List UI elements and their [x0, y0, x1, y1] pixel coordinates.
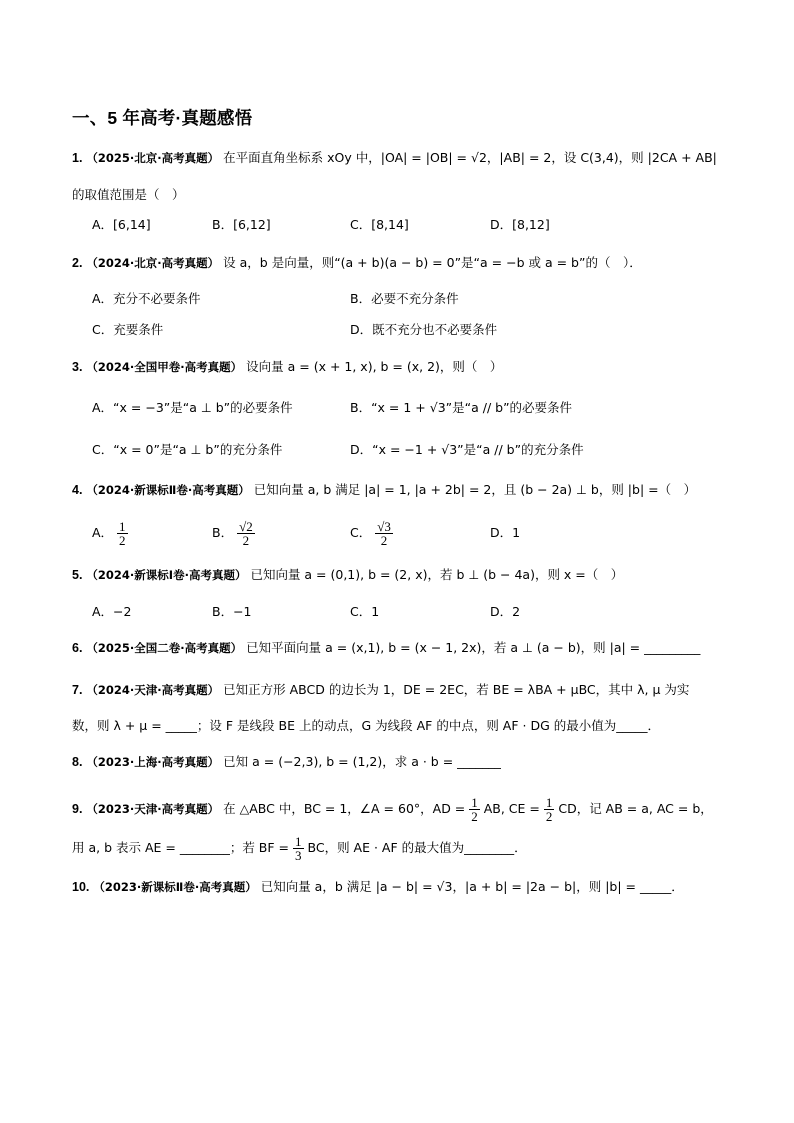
option-a: A．−2 — [92, 604, 132, 619]
question-number: 6. — [72, 641, 83, 655]
question-source: （2025·北京·高考真题） — [86, 151, 220, 165]
question-source: （2023·新课标Ⅱ卷·高考真题） — [93, 880, 257, 894]
option-b: B． $\frac{√2}{2}$ — [212, 519, 253, 548]
question-4 — [72, 480, 696, 500]
question-number: 8. — [72, 755, 83, 769]
question-source: （2025·全国二卷·高考真题） — [86, 641, 243, 655]
question-number: 2. — [72, 256, 83, 270]
fraction: $\frac{1}{2}$ — [471, 795, 478, 824]
question-8 — [72, 752, 501, 772]
section-title: 一、5 年高考·真题感悟 — [72, 108, 253, 128]
question-text: 已知正方形 ABCD 的边长为 1，DE = 2EC，若 BE = λBA + μBC，其中 λ, μ 为实 — [223, 682, 690, 697]
question-text: 已知平面向量 a = (x,1), b = (x − 1, 2x)，若 a ⊥ (a − b)，则 |a| = _________ — [246, 640, 701, 655]
option-c: C．[8,14] — [350, 217, 409, 232]
question-number: 7. — [72, 683, 83, 697]
question-source: （2024·新课标Ⅰ卷·高考真题） — [86, 568, 247, 582]
option-c: C． $\frac{√3}{2}$ — [350, 519, 391, 548]
question-9-line-2: 用 a, b 表示 AE = ________；若 BF = $\frac{1}{3}$ BC，则 AE · AF 的最大值为________． — [72, 834, 527, 863]
option-b: B．[6,12] — [212, 217, 271, 232]
option-d: D．1 — [490, 525, 521, 540]
option-a: A．“x = −3”是“a ⊥ b”的必要条件 — [92, 400, 293, 415]
question-3 — [72, 357, 502, 377]
question-number: 4. — [72, 483, 83, 497]
question-text: 已知向量 a，b 满足 |a − b| = √3，|a + b| = |2a − b|，则 |b| = _____． — [260, 879, 684, 894]
question-10 — [72, 877, 684, 897]
question-text: 设 a，b 是向量，则“(a + b)(a − b) = 0”是“a = −b 或 a = b”的（ ）． — [223, 255, 642, 270]
fraction: $\frac{1}{2}$ — [545, 795, 553, 824]
option-a: A．[6,14] — [92, 217, 151, 232]
option-a: A． $\frac{1}{2}$ — [92, 519, 126, 548]
fraction: $\frac{√2}{2}$ — [239, 519, 253, 548]
question-source: （2023·天津·高考真题） — [86, 802, 220, 816]
question-source: （2024·北京·高考真题） — [86, 256, 220, 270]
question-number: 9. — [72, 802, 83, 816]
question-number: 10. — [72, 880, 90, 894]
question-5 — [72, 565, 623, 585]
option-d: D．2 — [490, 604, 521, 619]
fraction: $\frac{√3}{2}$ — [377, 519, 391, 548]
question-number: 1. — [72, 151, 83, 165]
option-d: D．“x = −1 + √3”是“a // b”的充分条件 — [350, 442, 584, 457]
option-d: D．[8,12] — [490, 217, 550, 232]
fraction: $\frac{1}{2}$ — [119, 519, 126, 548]
question-6 — [72, 638, 700, 658]
option-c: C．1 — [350, 604, 380, 619]
option-d: D．既不充分也不必要条件 — [350, 322, 498, 337]
question-text: 已知 a = (−2,3), b = (1,2)，求 a · b = _______ — [223, 754, 501, 769]
question-source: （2023·上海·高考真题） — [86, 755, 220, 769]
option-b: B．−1 — [212, 604, 252, 619]
question-text: 已知向量 a = (0,1), b = (2, x)，若 b ⊥ (b − 4a)，则 x =（ ） — [250, 567, 624, 582]
question-7-line-2: 数，则 λ + μ = _____；设 F 是线段 BE 上的动点，G 为线段 AF 的中点，则 AF · DG 的最小值为_____． — [72, 718, 660, 733]
fraction: $\frac{1}{3}$ — [295, 834, 302, 863]
question-text: 在平面直角坐标系 xOy 中，|OA| = |OB| = √2，|AB| = 2，设 C(3,4)，则 |2CA + AB| — [223, 150, 717, 165]
option-b: B．必要不充分条件 — [350, 291, 459, 306]
question-text: 已知向量 a, b 满足 |a| = 1, |a + 2b| = 2，且 (b − 2a) ⊥ b，则 |b| =（ ） — [253, 482, 697, 497]
question-source: （2024·天津·高考真题） — [86, 683, 220, 697]
question-9: 9. （2023·天津·高考真题） 在 △ABC 中，BC = 1，∠A = 60°，AD = $\frac{1}{2}$ AB, CE = $\frac{1}{2}$ CD，记 AB = a, AC = b， — [72, 795, 713, 824]
option-c: C．充要条件 — [92, 322, 164, 337]
question-7 — [72, 680, 689, 700]
option-c: C．“x = 0”是“a ⊥ b”的充分条件 — [92, 442, 283, 457]
question-text: 设向量 a = (x + 1, x), b = (x, 2)，则（ ） — [246, 359, 503, 374]
question-number: 3. — [72, 360, 83, 374]
question-1 — [72, 148, 717, 168]
option-b: B．“x = 1 + √3”是“a // b”的必要条件 — [350, 400, 573, 415]
question-source: （2024·全国甲卷·高考真题） — [86, 360, 243, 374]
option-a: A．充分不必要条件 — [92, 291, 201, 306]
question-2 — [72, 253, 642, 273]
question-number: 5. — [72, 568, 83, 582]
question-1-line-2: 的取值范围是（ ） — [72, 187, 185, 202]
question-source: （2024·新课标Ⅱ卷·高考真题） — [86, 483, 250, 497]
